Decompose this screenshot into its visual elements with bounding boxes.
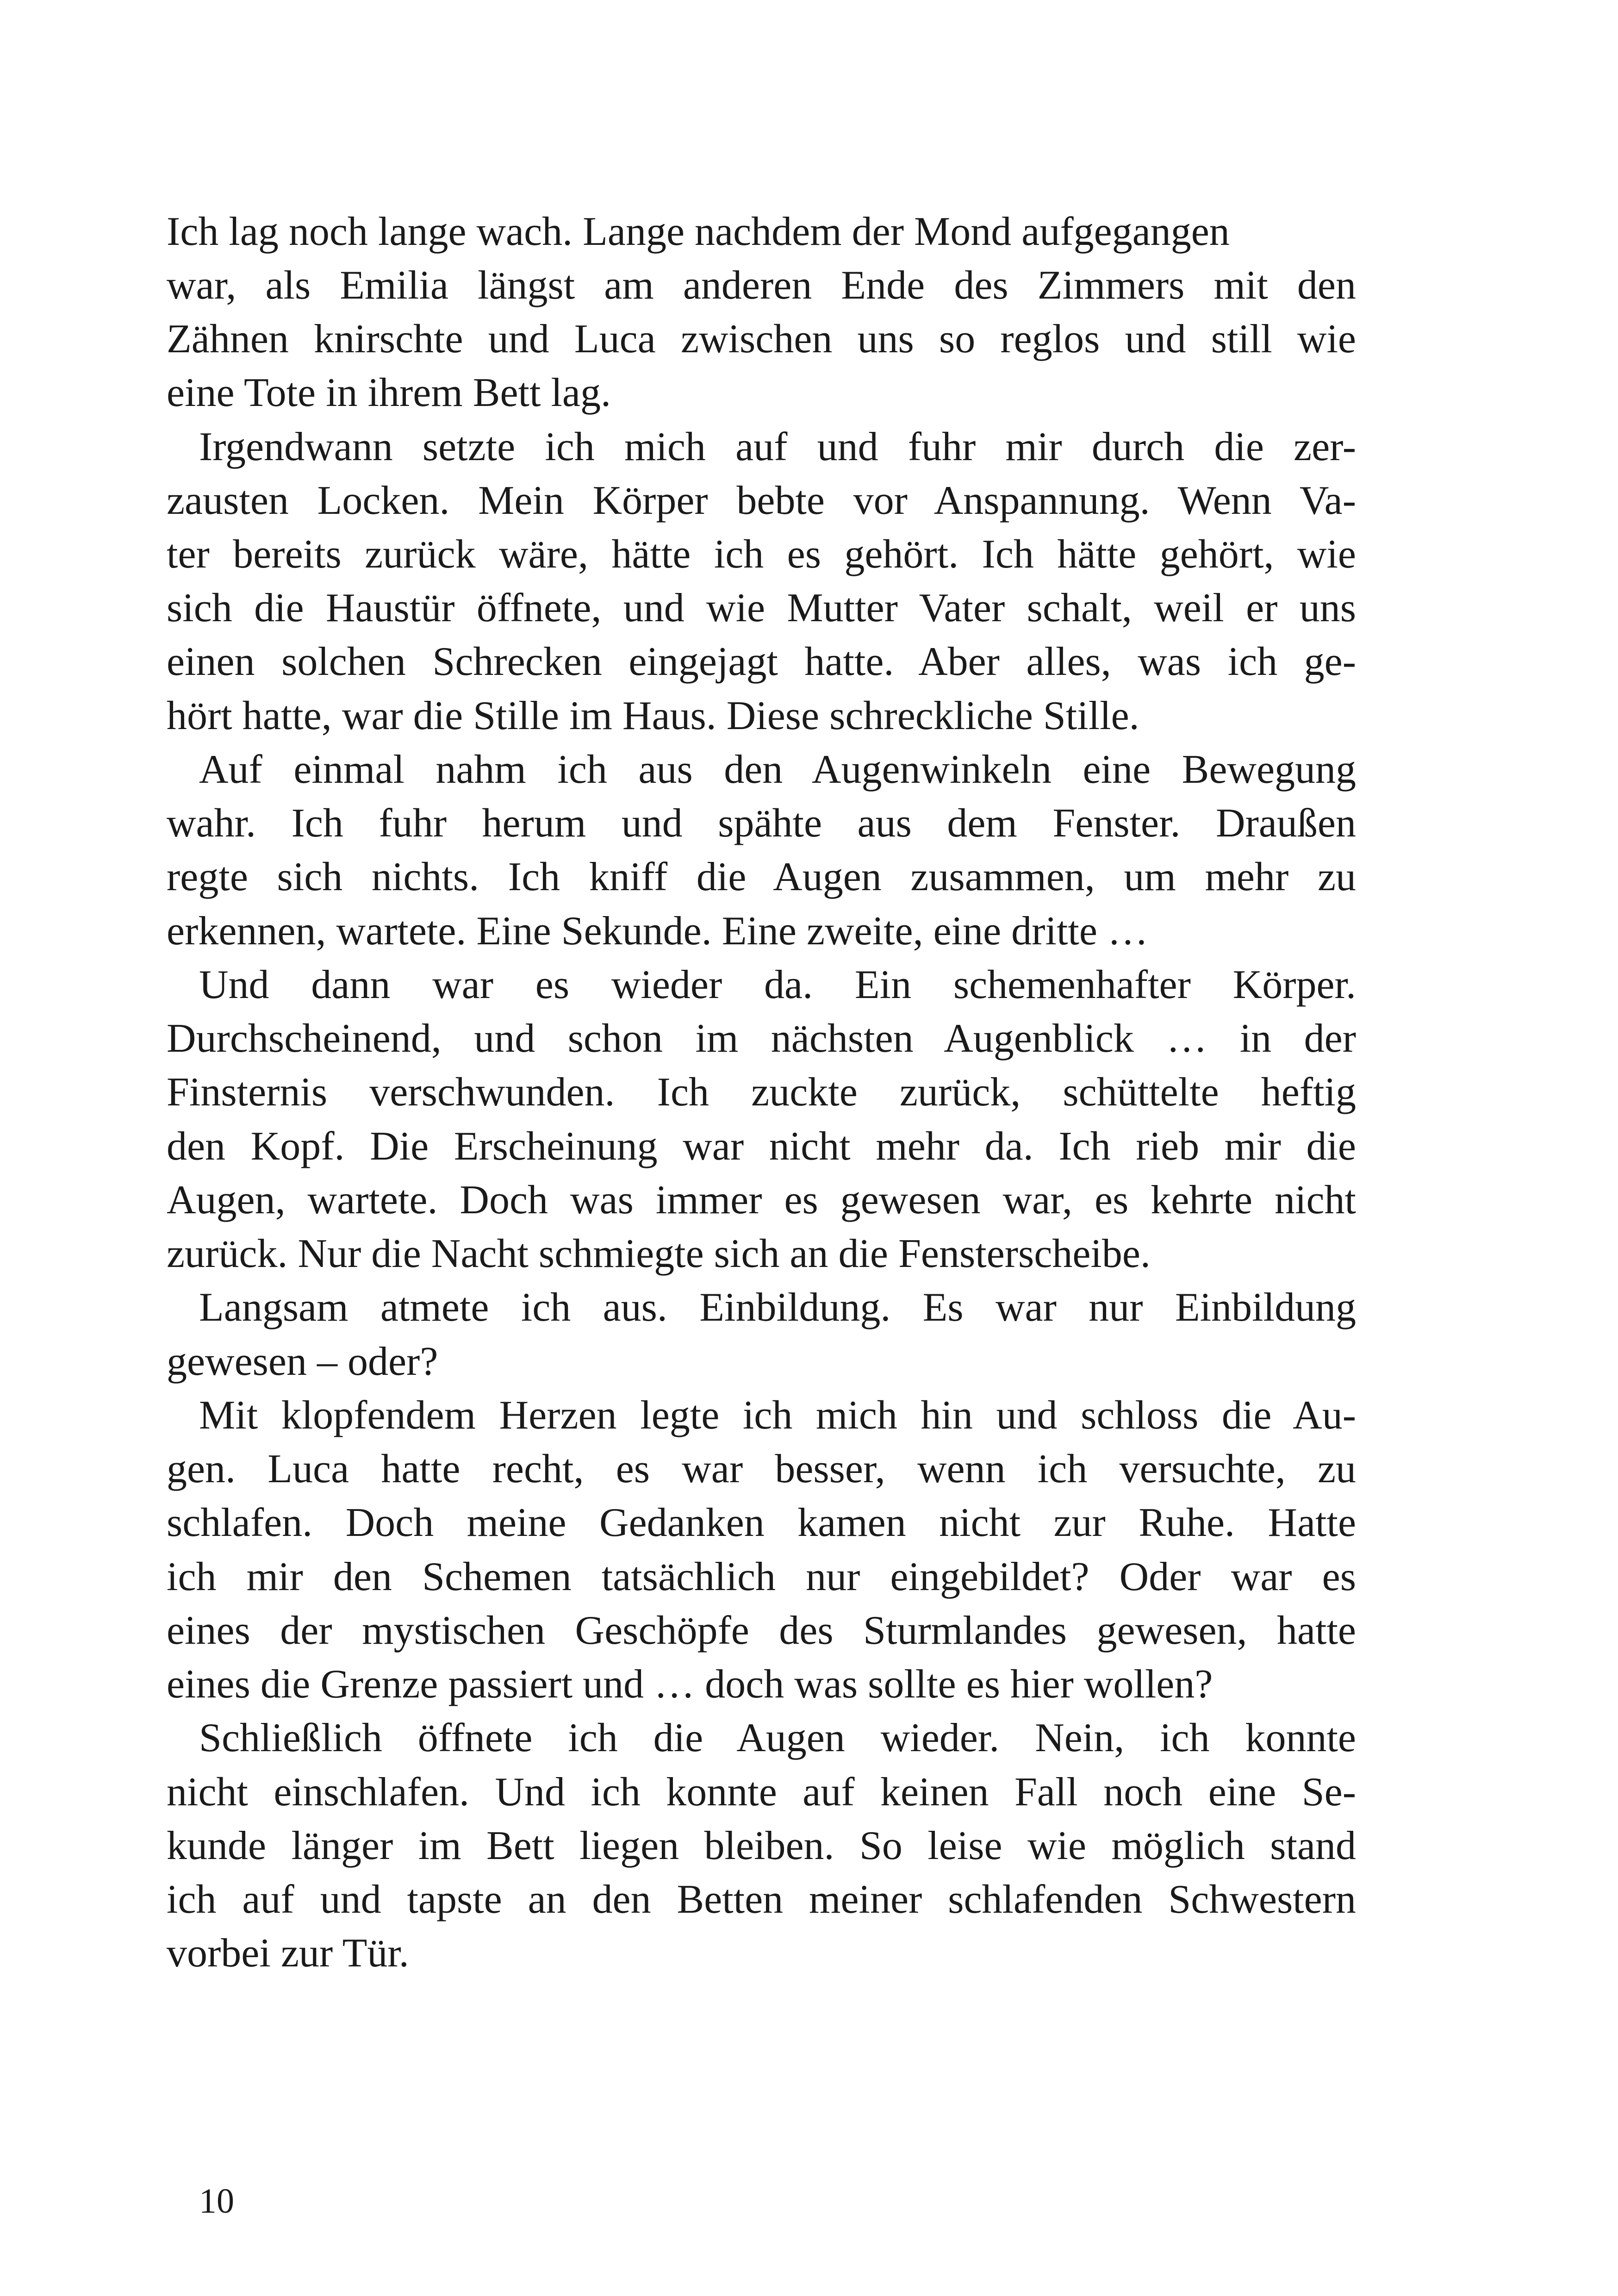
text-line: sich die Haustür öffnete, und wie Mutter Vater schalt, weil er uns [167, 586, 1356, 630]
text-line: Und dann war es wieder da. Ein schemenhafter Körper. [199, 962, 1356, 1007]
text-line: den Kopf. Die Erscheinung war nicht mehr da. Ich rieb mir die [167, 1124, 1356, 1169]
text-line: Langsam atmete ich aus. Einbildung. Es war nur Einbildung [199, 1285, 1356, 1330]
text-line: ter bereits zurück wäre, hätte ich es gehört. Ich hätte gehört, wie [167, 532, 1356, 577]
text-line: eine Tote in ihrem Bett lag. [167, 370, 611, 415]
text-line: einen solchen Schrecken eingejagt hatte. Aber alles, was ich ge- [167, 639, 1356, 684]
text-line: gen. Luca hatte recht, es war besser, wenn ich versuchte, zu [167, 1447, 1356, 1491]
text-line: Augen, wartete. Doch was immer es gewesen war, es kehrte nicht [167, 1178, 1356, 1223]
text-line: vorbei zur Tür. [167, 1931, 409, 1976]
text-line: Irgendwann setzte ich mich auf und fuhr mir durch die zer- [199, 424, 1356, 469]
text-line: hört hatte, war die Stille im Haus. Diese schreckliche Stille. [167, 693, 1139, 738]
text-line: zurück. Nur die Nacht schmiegte sich an die Fensterscheibe. [167, 1231, 1151, 1276]
text-line: Mit klopfendem Herzen legte ich mich hin und schloss die Au- [199, 1393, 1356, 1438]
text-line: eines die Grenze passiert und … doch was sollte es hier wollen? [167, 1662, 1213, 1707]
text-line: erkennen, wartete. Eine Sekunde. Eine zweite, eine dritte … [167, 909, 1148, 954]
text-line: zausten Locken. Mein Körper bebte vor Anspannung. Wenn Va- [167, 478, 1356, 523]
text-line: nicht einschlafen. Und ich konnte auf keinen Fall noch eine Se- [167, 1770, 1356, 1815]
text-line: wahr. Ich fuhr herum und spähte aus dem Fenster. Draußen [167, 801, 1356, 846]
text-line: schlafen. Doch meine Gedanken kamen nicht zur Ruhe. Hatte [167, 1500, 1356, 1545]
text-line: Auf einmal nahm ich aus den Augenwinkeln eine Bewegung [199, 747, 1356, 792]
text-line: ich mir den Schemen tatsächlich nur eingebildet? Oder war es [167, 1554, 1356, 1599]
text-line: Durchscheinend, und schon im nächsten Augenblick … in der [167, 1016, 1356, 1061]
page-number: 10 [199, 2182, 234, 2221]
text-line: Zähnen knirschte und Luca zwischen uns so reglos und still wie [167, 317, 1356, 362]
text-line: Finsternis verschwunden. Ich zuckte zurück, schüttelte heftig [167, 1070, 1356, 1115]
text-line: kunde länger im Bett liegen bleiben. So leise wie möglich stand [167, 1823, 1356, 1868]
text-line: Ich lag noch lange wach. Lange nachdem der Mond aufgegangen [167, 209, 1230, 254]
text-line: regte sich nichts. Ich kniff die Augen zusammen, um mehr zu [167, 855, 1356, 899]
body-text [167, 208, 1356, 2032]
text-line: eines der mystischen Geschöpfe des Sturmlandes gewesen, hatte [167, 1608, 1356, 1653]
text-line: ich auf und tapste an den Betten meiner schlafenden Schwestern [167, 1877, 1356, 1922]
text-line: war, als Emilia längst am anderen Ende des Zimmers mit den [167, 263, 1356, 308]
text-line: gewesen – oder? [167, 1339, 438, 1384]
text-line: Schließlich öffnete ich die Augen wieder. Nein, ich konnte [199, 1716, 1356, 1760]
